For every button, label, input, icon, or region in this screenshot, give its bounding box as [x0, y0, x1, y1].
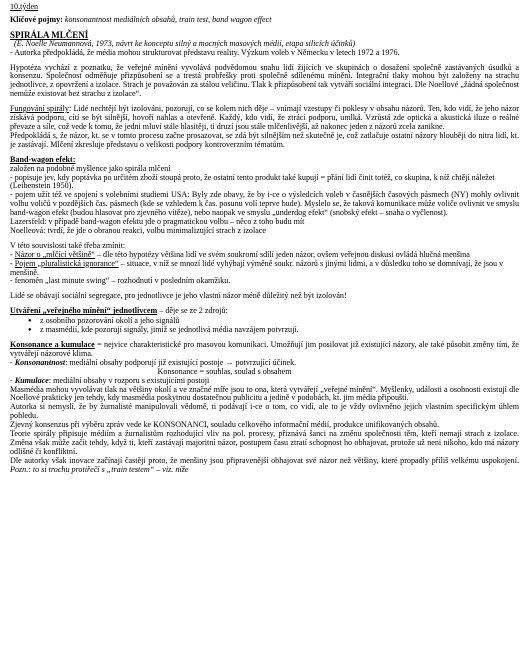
spiral-heading: SPIRÁLA MLČENÍ — [10, 29, 89, 40]
konsonantnost-text: : mediální obsahy podporují již existující postoje → potvrzující účinek. — [65, 357, 297, 367]
term-item: - fenomén „last minute swing“ – rozhodnutí v posledním okamžiku. — [10, 276, 231, 286]
term-text: – situace, v níž se mnozí lidé vyhýbají výměně soukr. názorů s jinými lidmi, a v důsledku toho se domnívají, že jsou v menšině. — [10, 258, 504, 277]
public-opinion-line — [10, 307, 519, 316]
keywords-text: konsonantnost mediálních obsahů, train test, band wagon effect — [64, 14, 272, 24]
kumulace-text: : mediální obsahy v rozporu s existujícími postoji — [48, 375, 210, 385]
consonance-heading-rest: = nejvice charakteristické pro masovou komunikaci. Umožňují jim posilovat již existující názory, ale také působit změny tím, že vytvářejí názorové klima. — [10, 340, 519, 358]
week-heading: 10.týden — [10, 2, 39, 11]
term-text: – dle této hypotézy většina lidí ve svém soukromí sdílí jeden názor, ovšem veřejnou diskusi ovládá hlučná menšina — [94, 249, 470, 259]
consonance-line — [10, 341, 519, 359]
spiral-intro: - Autorka předpokládá, že média mohou strukturovat představu reality. Výzkum voleb v Německu v letech 1972 a 1976. — [10, 47, 400, 57]
bandwagon-heading: Band-wagon efekt: — [10, 154, 76, 164]
list-item: ● z masmédií, kde pozorují signály, jimiž se jednotlivá média navzájem potvrzují. — [40, 326, 519, 335]
spiral-functioning — [10, 105, 519, 132]
consonance-formula: Konsonance = souhlas, soulad s obsahem — [157, 366, 292, 376]
konsonantnost-label: - Konsonantnost — [10, 357, 66, 367]
consonance-paragraph — [10, 457, 519, 475]
keywords-line — [10, 16, 519, 25]
kumulace-label: - Kumulace — [10, 375, 49, 385]
consonance-paragraph: Teorie spirály připisuje médiím a žurnalistům rozhodující vliv na pol. procesy, přiznává šanci na změnu společnosti těm, kteří nemají strach z izolace. Změna však může začít tehdy, když ti, kteří zastávají majoritní názor, postupem času ztratí schopnost ho obhajovat, protože už neni nikoho, kdo má názory odlišné či konfliktní. — [10, 429, 519, 456]
term-name: Názor o „mlčící většině“ — [14, 249, 95, 259]
bandwagon-line: založen na podobné myšlence jako spirála mlčení — [10, 163, 171, 173]
bandwagon-line: Noelleová: tvrdí, že jde o obranou reakci, volbu minimalizující strach z izolace — [10, 225, 266, 235]
terms-intro: V této souvislosti také třeba zmínit: — [10, 240, 126, 250]
public-opinion-suffix: – děje se ze 2 zdrojů: — [157, 306, 228, 316]
note-label: Pozn.: — [10, 464, 31, 474]
public-opinion-list — [10, 317, 519, 335]
consonance-heading: Konsonance a kumulace — [10, 340, 95, 349]
bandwagon-line: - pojem užít též ve spojení s volebními studiemi USA: Byly zde obavy, že by i-ce o výsledcích voleb v časnějších časových pásmech (NY) mohly ovlivnit volbu voličů v pozdějších čas. pásmech (kde se vzhledem k čas. posunu volí teprve bude). Myslelo se, že taková komunikace může voliče ovlivnit ve smyslu band-wagon efekt (budou hlasovat pro zjevného vítěze), nebo naopak ve smyslu „underdog efekt“ (snobský efekt – snaha o vyčlenost). — [10, 190, 519, 218]
term-item: - Pojem „pluralistická ignorance“ – situace, v níž se mnozí lidé vyhýbají výměně soukr. názorů s jinými lidmi, a v důsledku toho se domnívají, že jsou v menšině. — [10, 258, 504, 277]
public-opinion-heading: Utváření „veřejného mínění“ jednotlivcem — [10, 306, 158, 316]
note-text: to si trochu protiřečí s „train testem“ – viz. níže — [30, 464, 189, 474]
consonance-last: Dle autorky však inovace začínají častěji proto, že menšiny jsou připravenější obhajovat své názor než většiny, které propadly příliš velkému uspokojení. — [10, 455, 519, 465]
consonance-paragraph: Masmédia mohou vyvolávat tlak na většiny okolí a ve značné míře jsou to ona, která vytvářejí „veřejné mínění“. Myšlenky, události a osobnosti existují dle Noellové prakticky jen tehdy, kdy masmédia poskytnou dostatečnou publicitu a jedině v podobách, kt. jim média připouští. — [10, 384, 519, 403]
functioning-text: : Lidé nechtějí být izolováni, pozorují, co se kolem nich děje – vnímají vzestupy či poklesy v obsahu názorů. Ten, kdo vidí, že jeho názor získává podporu, cítí se být silnější, hovoří nahlas a otevřeně. Každý, kdo vidí, že ztrácí podporu, umlká. Vzrůstá zde optická a akustická iluze o reálné převaze a síle, což vede k tomu, že jedni mluví stále hlasitěji, ti druzí jsou stále mlčenlivější, až nakonec jeden z názorů zcela zanikne. — [10, 104, 519, 131]
term-name: Pojem „pluralistická ignorance“ — [14, 258, 119, 268]
keywords-label: Klíčové pojmy: — [10, 14, 63, 24]
bandwagon-line: Lazersfeld: v případě band-wagon efektu jde o pragmatickou volbu – něco z toho budu mít — [10, 217, 305, 227]
list-item: ● z osobního pozorování okolí a jeho signálů — [40, 317, 519, 326]
functioning-label: Fungování spirály — [10, 104, 69, 114]
consonance-paragraph: Autorka si nemyslí, že by žurnalisté manipulovali vědomě, ti podávají i-ce o tom, co vidí, ale to je vždy ovlivněno jejich vlastním specifickým úhlem pohledu. — [10, 402, 519, 421]
consonance-paragraph: Zjevný konsenzus při výběru zpráv vede ke KONSONANCI, souladu celkového informační médií, produkce unifikovaných obsahů. — [10, 420, 440, 430]
spiral-source: (E. Noelle Neumannová, 1973, návrt ke konceptu silný a mocných masových médií, etapa silicích účinků) — [14, 38, 356, 48]
spiral-assumption: Předpokládá s, že názor, kt. se v tomto procesu začne prosazovat, se zdá být silnějším než skutečně je, což zatlačuje ostatní názory hlouběji do nitra lidí, kt. je zastávají. Mlčení zkresluje představu o velikosti podpory kontroverzním tématům. — [10, 130, 519, 149]
term-item: - Názor o „mlčící většině“ – dle této hypotézy většina lidí ve svém soukromí sdílí jeden názor, ovšem veřejnou diskusi ovládá hlučná menšina — [10, 249, 470, 259]
spiral-hypothesis: Hypotéza vychází z poznatku, že veřejné mínění vyvolává podvědomou snahu lidí žijících ve skupinách o dosažení společně zastávaných úsudků a konsenzu. Společnost odměňuje přizpůsobení se a trestá probřešky proti společně sdílenému mínění. Integrační tlaky mohou být založeny na strachu jednotlivce, z opovržení a izolace. Strach je považován za stálou veličinu. Tlak k přizpůsobení tak vytváří sociální integraci. Dle Noellové „žádná společnost nemůže existovat bez strachu z izolace“. — [10, 62, 519, 99]
bandwagon-line: - popisuje jev, kdy poptávka po určitém zboží stoupá proto, že ostatní tento produkt také kupují = přání lidí činit totéž, co skupina, k níž chtějí náležet (Leibenstein 1950). — [10, 172, 495, 191]
terms-closing: Lidé se obávají sociální segregace, pro jednotlivce je jeho vlastní názor méně důležitý než být izolován! — [10, 291, 347, 301]
